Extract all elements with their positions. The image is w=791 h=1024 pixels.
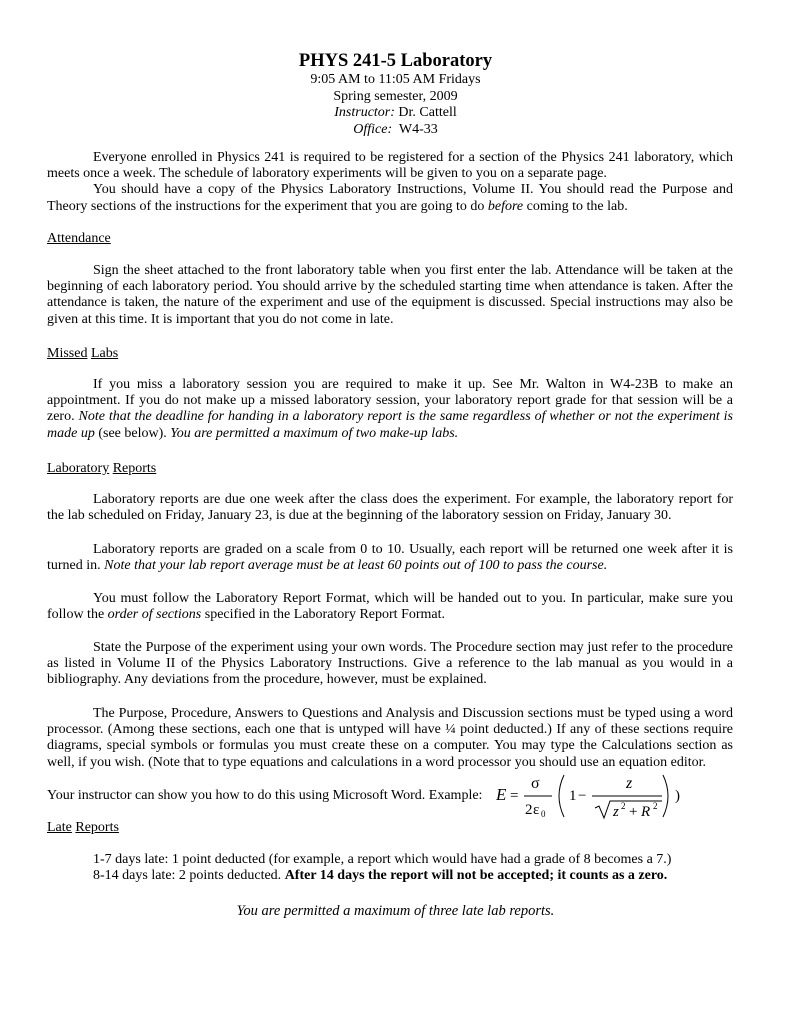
missed-emphasis-2: You are permitted a maximum of two make-up labs.	[170, 425, 459, 441]
reports-paragraph-2	[47, 542, 733, 574]
semester: Spring semester, 2009	[333, 88, 458, 104]
reports-heading-b: Reports	[112, 461, 157, 476]
office-value: W4-33	[392, 121, 438, 137]
reports-paragraph-1: Laboratory reports are due one week after the class does the experiment. For example, the laboratory report for the lab scheduled on Friday, January 23, is due at the beginning of the laboratory session on Friday, January 30.	[47, 492, 733, 524]
reports-paragraph-4: State the Purpose of the experiment using your own words. The Procedure section may just refer to the procedure as listed in Volume II of the Physics Laboratory Instructions. Give a reference to the lab manual as you would in a bibliography. Any deviations from the procedure, however, must be explained.	[47, 640, 733, 688]
attendance-section	[47, 263, 733, 328]
reports-heading	[47, 461, 733, 477]
eq-lhs: E	[496, 785, 507, 804]
reports-paragraph-1-block	[47, 492, 733, 524]
intro-paragraph-2	[47, 182, 733, 214]
equation-image	[496, 772, 736, 822]
eq-den-coef: 2	[525, 802, 533, 818]
late-heading-a: Late	[47, 820, 72, 835]
missed-emphasis-1: Note that the deadline for handing in a laboratory report is the same regardless of whether or not the experiment is made up	[47, 409, 733, 441]
office-line	[0, 122, 791, 139]
eq-den-symbol: ε	[533, 802, 540, 818]
late-rule-1: 1-7 days late: 1 point deducted (for example, a report which would have had a grade of 8 becomes a 7.)	[93, 852, 672, 867]
intro-paragraph-1: Everyone enrolled in Physics 241 is required to be registered for a section of the Physics 241 laboratory, which meets once a week. The schedule of laboratory experiments will be given to you on a separate page.	[47, 150, 733, 182]
eq-numerator: σ	[531, 775, 540, 792]
reports-paragraph-5: The Purpose, Procedure, Answers to Questions and Analysis and Discussion sections must be typed using a word processor. (Among these sections, each one that is untyped will have ¼ point deducted.) If any of these sections require diagrams, special symbols or formulas you must create these on a computer. You may type the Calculations section as well, if you wish. (Note that to type equations and calculations in a word processor you should use an equation editor.	[47, 706, 733, 770]
class-time: 9:05 AM to 11:05 AM Fridays	[310, 72, 481, 87]
closing-note: You are permitted a maximum of three late lab reports.	[236, 903, 555, 919]
late-heading-b: Reports	[75, 820, 119, 835]
eq-exp-z: 2	[621, 801, 626, 811]
missed-labs-paragraph	[47, 377, 733, 442]
intro-p2-emphasis: before	[487, 198, 524, 214]
eq-equals: =	[510, 788, 519, 804]
reports-p3-text: You must follow the Laboratory Report Format, which will be handed out to you. In particular, make sure you follow the	[47, 591, 733, 623]
eq-closing-paren: )	[675, 788, 680, 804]
late-rule-2	[93, 868, 753, 884]
eq-inner-den-z: z	[613, 804, 619, 820]
instructor-line	[0, 105, 791, 122]
reports-paragraph-3	[47, 591, 733, 623]
intro-section	[47, 150, 733, 215]
page-title: PHYS 241-5 Laboratory	[298, 51, 493, 71]
missed-text-b: (see below).	[94, 425, 171, 441]
missed-text-a: If you miss a laboratory session you are required to make it up. See Mr. Walton in W4-23B to make an appointment. If you do not make up a missed laboratory session, your laboratory report grade for that session will be a zero.	[47, 377, 733, 425]
missed-labs-heading	[47, 346, 733, 362]
document-header	[0, 50, 791, 138]
reports-paragraph-4-block	[47, 640, 733, 689]
missed-heading-a: Missed	[47, 346, 88, 361]
missed-labs-section	[47, 377, 733, 442]
late-rule-2-bold: After 14 days the report will not be accepted; it counts as a zero.	[284, 868, 668, 884]
eq-inner-num: z	[626, 775, 633, 792]
eq-exp-r: 2	[653, 801, 658, 811]
reports-paragraph-5-block	[47, 706, 733, 771]
reports-p2-emphasis: Note that your lab report average must be at least 60 points out of 100 to pass the course.	[104, 558, 608, 574]
attendance-heading	[47, 231, 733, 247]
reports-p3-emphasis: order of sections	[107, 607, 202, 623]
missed-heading-b: Labs	[90, 346, 119, 361]
late-rule-2-text: 8-14 days late: 2 points deducted.	[93, 868, 285, 884]
intro-p2-end: coming to the lab.	[523, 198, 628, 214]
attendance-heading-text: Attendance	[47, 231, 111, 246]
reports-heading-a: Laboratory	[47, 461, 110, 476]
attendance-paragraph: Sign the sheet attached to the front laboratory table when you first enter the lab. Attendance will be taken at the beginning of each laboratory period. You should arrive by the scheduled starting time when attendance is taken. After the attendance is taken, the nature of the experiment and use of the equipment is discussed. Special instructions may also be given at this time. It is important that you do not come in late.	[47, 263, 733, 327]
eq-minus: −	[578, 788, 587, 804]
office-label: Office:	[353, 121, 393, 137]
eq-right-paren	[663, 775, 668, 817]
reports-paragraph-3-block	[47, 591, 733, 623]
eq-plus: +	[629, 804, 638, 820]
reports-paragraph-2-block	[47, 542, 733, 574]
eq-den-subscript: 0	[541, 809, 546, 819]
instructor-name: Dr. Cattell	[394, 105, 457, 120]
eq-inner-den-r: R	[641, 804, 651, 820]
late-reports-heading	[47, 820, 733, 836]
reports-p2-text: Laboratory reports are graded on a scale from 0 to 10. Usually, each report will be returned one week after it is turned in.	[47, 542, 733, 574]
instructor-label: Instructor:	[334, 105, 395, 120]
reports-p3-end: specified in the Laboratory Report Format.	[201, 607, 446, 623]
eq-left-paren	[559, 775, 564, 817]
late-reports-list	[93, 852, 753, 884]
formula-intro-text: Your instructor can show you how to do this using Microsoft Word. Example:	[47, 788, 483, 803]
intro-p2-text: You should have a copy of the Physics Laboratory Instructions, Volume II. You should read the Purpose and Theory sections of the instructions for the experiment that you are going to do	[47, 182, 733, 214]
eq-one: 1	[569, 788, 577, 804]
formula-line	[47, 772, 747, 822]
